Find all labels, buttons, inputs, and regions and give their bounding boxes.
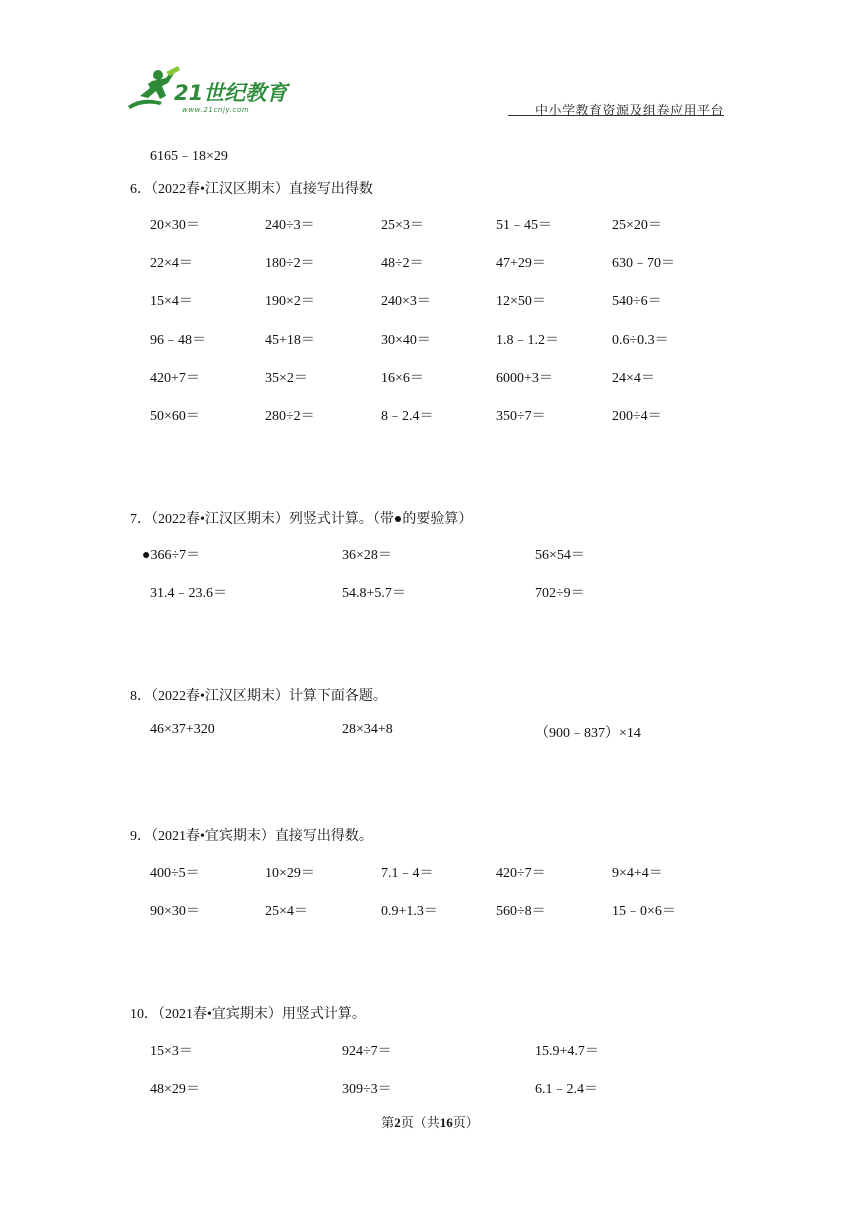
logo-url: www.21cnjy.com xyxy=(182,106,250,114)
q6-item: 25×3＝ xyxy=(381,218,424,233)
q6-item: 240×3＝ xyxy=(381,294,431,309)
logo-21cnjy xyxy=(122,66,292,116)
page-footer xyxy=(0,1112,860,1131)
q6-item: 50×60＝ xyxy=(150,409,200,424)
q7-item: 54.8+5.7＝ xyxy=(342,586,406,601)
q6-item: 45+18＝ xyxy=(265,333,315,348)
q7-title: 7．（2022春•江汉区期末）列竖式计算。（带●的要验算） xyxy=(130,512,473,527)
footer-suffix: 页） xyxy=(452,1115,479,1130)
q9-item: 9×4+4＝ xyxy=(612,866,663,881)
q8-title: 8．（2022春•江汉区期末）计算下面各题。 xyxy=(130,689,387,704)
q6-item: 190×2＝ xyxy=(265,294,315,309)
q6-item: 30×40＝ xyxy=(381,333,431,348)
q9-item: 10×29＝ xyxy=(265,866,315,881)
q9-item: 90×30＝ xyxy=(150,904,200,919)
logo-text: 21世纪教育 xyxy=(174,81,288,105)
q9-item: 560÷8＝ xyxy=(496,904,546,919)
q6-item: 280÷2＝ xyxy=(265,409,315,424)
q6-item: 200÷4＝ xyxy=(612,409,662,424)
header-rule xyxy=(508,115,724,116)
q6-item: 24×4＝ xyxy=(612,371,655,386)
q6-item: 8﹣2.4＝ xyxy=(381,409,434,424)
q10-item: 48×29＝ xyxy=(150,1082,200,1097)
footer-middle: 页（共 xyxy=(400,1115,440,1130)
q8-item: 28×34+8 xyxy=(342,722,393,737)
q6-item: 25×20＝ xyxy=(612,218,662,233)
q6-item: 420+7＝ xyxy=(150,371,200,386)
q7-item: 56×54＝ xyxy=(535,548,585,563)
q8-item: 46×37+320 xyxy=(150,722,215,737)
footer-prefix: 第 xyxy=(381,1115,395,1130)
q9-item: 25×4＝ xyxy=(265,904,308,919)
q6-item: 350÷7＝ xyxy=(496,409,546,424)
q7-item: 31.4﹣23.6＝ xyxy=(150,586,227,601)
q10-item: 309÷3＝ xyxy=(342,1082,392,1097)
q9-item: 7.1﹣4＝ xyxy=(381,866,434,881)
q6-item: 35×2＝ xyxy=(265,371,308,386)
q10-title: 10．（2021春•宜宾期末）用竖式计算。 xyxy=(130,1007,366,1022)
q6-item: 22×4＝ xyxy=(150,256,193,271)
runner-figure-icon xyxy=(128,66,180,109)
q7-item: 36×28＝ xyxy=(342,548,392,563)
carryover-expression: 6165﹣18×29 xyxy=(150,149,228,164)
q9-item: 0.9+1.3＝ xyxy=(381,904,438,919)
q9-item: 420÷7＝ xyxy=(496,866,546,881)
footer-page-number: 2 xyxy=(394,1115,401,1130)
q6-item: 47+29＝ xyxy=(496,256,546,271)
footer-total-pages: 16 xyxy=(439,1115,453,1130)
q8-item: （900﹣837）×14 xyxy=(535,726,641,741)
q6-item: 96﹣48＝ xyxy=(150,333,206,348)
q6-item: 6000+3＝ xyxy=(496,371,553,386)
q6-item: 0.6÷0.3＝ xyxy=(612,333,669,348)
q7-item: ●366÷7＝ xyxy=(142,548,201,563)
q10-item: 15×3＝ xyxy=(150,1044,193,1059)
q7-item: 702÷9＝ xyxy=(535,586,585,601)
q6-item: 540÷6＝ xyxy=(612,294,662,309)
q6-item: 630﹣70＝ xyxy=(612,256,675,271)
q6-item: 51﹣45＝ xyxy=(496,218,552,233)
q10-item: 6.1﹣2.4＝ xyxy=(535,1082,598,1097)
q6-item: 15×4＝ xyxy=(150,294,193,309)
q6-item: 240÷3＝ xyxy=(265,218,315,233)
platform-title: 中小学教育资源及组卷应用平台 xyxy=(534,103,724,118)
q6-item: 180÷2＝ xyxy=(265,256,315,271)
q6-item: 12×50＝ xyxy=(496,294,546,309)
q6-item: 1.8﹣1.2＝ xyxy=(496,333,559,348)
q6-item: 16×6＝ xyxy=(381,371,424,386)
q10-item: 15.9+4.7＝ xyxy=(535,1044,599,1059)
q9-title: 9．（2021春•宜宾期末）直接写出得数。 xyxy=(130,829,373,844)
q9-item: 400÷5＝ xyxy=(150,866,200,881)
q6-item: 48÷2＝ xyxy=(381,256,424,271)
q10-item: 924÷7＝ xyxy=(342,1044,392,1059)
q9-item: 15﹣0×6＝ xyxy=(612,904,676,919)
q6-title: 6．（2022春•江汉区期末）直接写出得数 xyxy=(130,182,373,197)
q6-item: 20×30＝ xyxy=(150,218,200,233)
